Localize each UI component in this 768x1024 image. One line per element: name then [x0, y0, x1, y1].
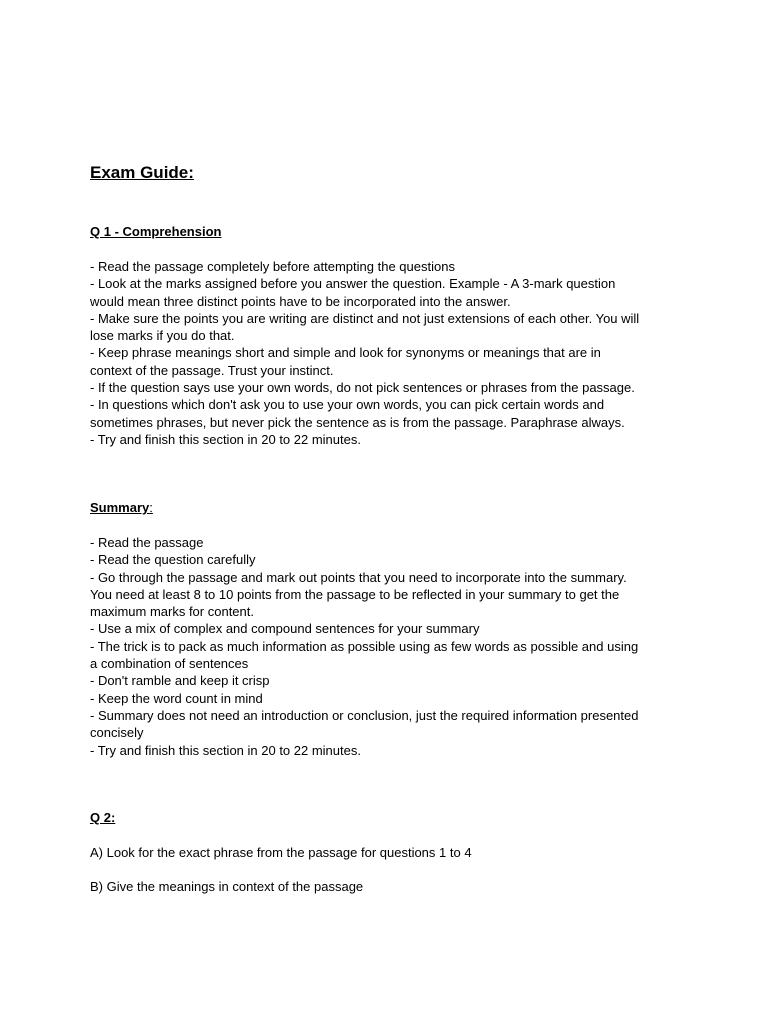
q1-heading: Q 1 - Comprehension: [90, 224, 222, 239]
instruction-line: - Make sure the points you are writing are distinct and not just extensions of each other. You will: [90, 310, 640, 326]
instruction-line: - The trick is to pack as much information as possible using as few words as possible and using: [90, 638, 639, 654]
page-title: Exam Guide:: [90, 163, 194, 182]
instruction-line: context of the passage. Trust your instinct.: [90, 362, 334, 378]
q2-item-b: B) Give the meanings in context of the passage: [90, 879, 364, 894]
summary-heading: [90, 500, 153, 515]
instruction-line: - Try and finish this section in 20 to 22 minutes.: [90, 431, 361, 447]
instruction-line: - Keep the word count in mind: [90, 690, 263, 706]
summary-instructions: [90, 534, 690, 759]
instruction-line: concisely: [90, 725, 144, 741]
instruction-line: would mean three distinct points have to be incorporated into the answer.: [90, 293, 511, 309]
summary-heading-text: Summary: [90, 500, 150, 515]
instruction-line: - In questions which don't ask you to use your own words, you can pick certain words and: [90, 397, 605, 413]
summary-heading-colon: :: [149, 500, 153, 515]
q1-instructions: [90, 258, 690, 448]
instruction-line: - Look at the marks assigned before you answer the question. Example - A 3-mark question: [90, 276, 616, 292]
instruction-line: lose marks if you do that.: [90, 328, 235, 344]
instruction-line: a combination of sentences: [90, 656, 249, 672]
instruction-line: - Use a mix of complex and compound sentences for your summary: [90, 621, 480, 637]
instruction-line: - Summary does not need an introduction or conclusion, just the required information presented: [90, 707, 639, 723]
instruction-line: - Read the passage completely before attempting the questions: [90, 259, 455, 274]
instruction-line: - Keep phrase meanings short and simple and look for synonyms or meanings that are in: [90, 345, 601, 361]
instruction-line: - Try and finish this section in 20 to 22 minutes.: [90, 742, 361, 758]
instruction-line: - If the question says use your own words, do not pick sentences or phrases from the passage.: [90, 380, 635, 396]
instruction-line: maximum marks for content.: [90, 604, 254, 620]
instruction-line: - Read the passage: [90, 535, 204, 550]
instruction-line: - Go through the passage and mark out points that you need to incorporate into the summary.: [90, 569, 627, 585]
instruction-line: - Read the question carefully: [90, 552, 256, 568]
instruction-line: - Don't ramble and keep it crisp: [90, 673, 270, 689]
document-page: [90, 0, 690, 1024]
q2-item-a: A) Look for the exact phrase from the passage for questions 1 to 4: [90, 845, 472, 860]
instruction-line: You need at least 8 to 10 points from the passage to be reflected in your summary to get the: [90, 586, 620, 602]
q2-heading: Q 2:: [90, 810, 116, 825]
instruction-line: sometimes phrases, but never pick the sentence as is from the passage. Paraphrase always.: [90, 414, 625, 430]
